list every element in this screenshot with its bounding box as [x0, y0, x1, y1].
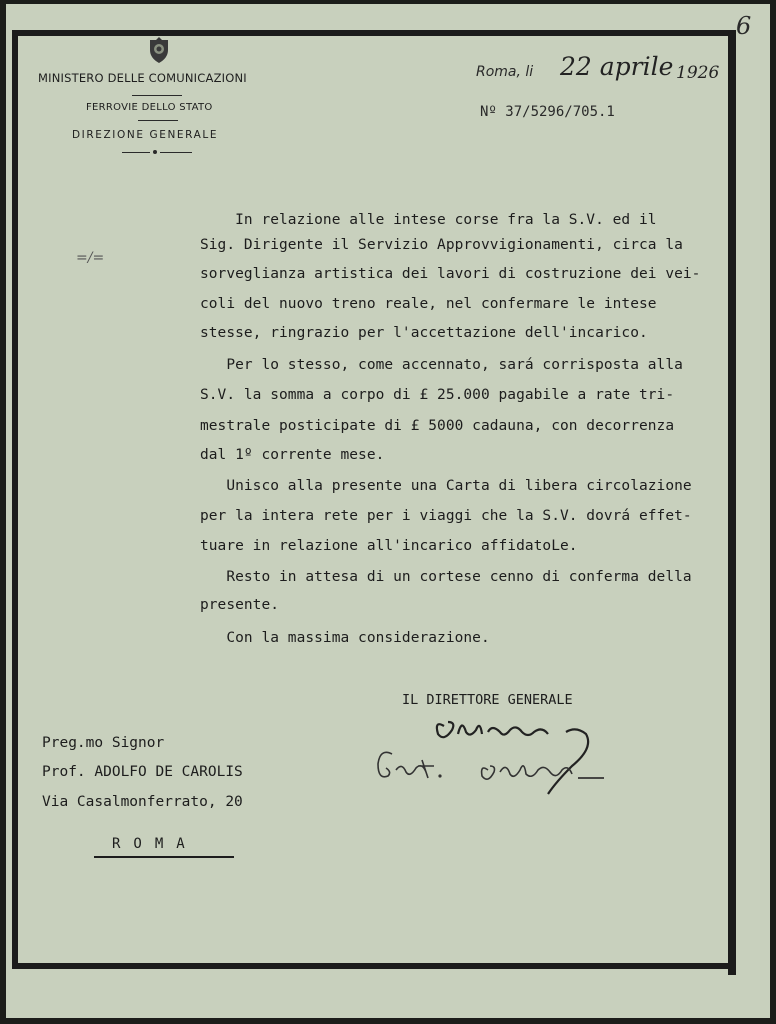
city-underline	[94, 856, 234, 858]
body-line: stesse, ringrazio per l'accettazione dell'incarico.	[200, 325, 648, 341]
border-bottom	[16, 963, 732, 969]
signoff-title: IL DIRETTORE GENERALE	[402, 692, 573, 708]
date-place: Roma, li	[476, 64, 534, 80]
border-left	[12, 30, 18, 969]
letterhead-rule	[138, 120, 178, 121]
ornament-rule-left	[122, 152, 150, 153]
body-line: Con la massima considerazione.	[200, 630, 490, 646]
body-line: per la intera rete per i viaggi che la S.V. dovrá effet-	[200, 508, 692, 524]
railways-name: FERROVIE DELLO STATO	[86, 102, 213, 113]
page-number: 6	[736, 12, 752, 40]
body-line: In relazione alle intese corse fra la S.V. ed il	[200, 212, 657, 228]
letterhead-rule	[132, 95, 182, 96]
addressee-street: Via Casalmonferrato, 20	[42, 794, 243, 810]
addressee-name: Prof. ADOLFO DE CAROLIS	[42, 764, 243, 780]
ministry-name: MINISTERO DELLE COMUNICAZIONI	[38, 71, 247, 85]
border-right	[728, 30, 736, 975]
protocol-number: Nº 37/5296/705.1	[480, 104, 615, 120]
addressee-city: ROMA	[112, 836, 198, 852]
date-handwritten: 22 aprile	[560, 52, 674, 81]
handwritten-signature	[372, 708, 622, 808]
margin-note: =/=	[76, 250, 105, 266]
body-line: presente.	[200, 597, 280, 613]
body-line: sorveglianza artistica dei lavori di costruzione dei vei-	[200, 266, 701, 282]
body-line: S.V. la somma a corpo di £ 25.000 pagabile a rate tri-	[200, 387, 675, 403]
crest-icon	[146, 36, 172, 64]
ornament-rule-right	[160, 152, 192, 153]
date-year: 1926	[676, 63, 720, 83]
body-line: mestrale posticipate di £ 5000 cadauna, con decorrenza	[200, 418, 675, 434]
body-line: dal 1º corrente mese.	[200, 447, 385, 463]
body-line: Per lo stesso, come accennato, sará corrisposta alla	[200, 357, 683, 373]
body-line: tuare in relazione all'incarico affidatoLe.	[200, 538, 578, 554]
body-line: Resto in attesa di un cortese cenno di conferma della	[200, 569, 692, 585]
addressee-salutation: Preg.mo Signor	[42, 735, 165, 751]
body-line: coli del nuovo treno reale, nel confermare le intese	[200, 296, 657, 312]
body-line: Sig. Dirigente il Servizio Approvvigionamenti, circa la	[200, 237, 683, 253]
border-top	[16, 30, 732, 36]
ornament-dot	[153, 150, 157, 154]
directorate-name: DIREZIONE GENERALE	[72, 129, 219, 141]
body-line: Unisco alla presente una Carta di libera circolazione	[200, 478, 692, 494]
